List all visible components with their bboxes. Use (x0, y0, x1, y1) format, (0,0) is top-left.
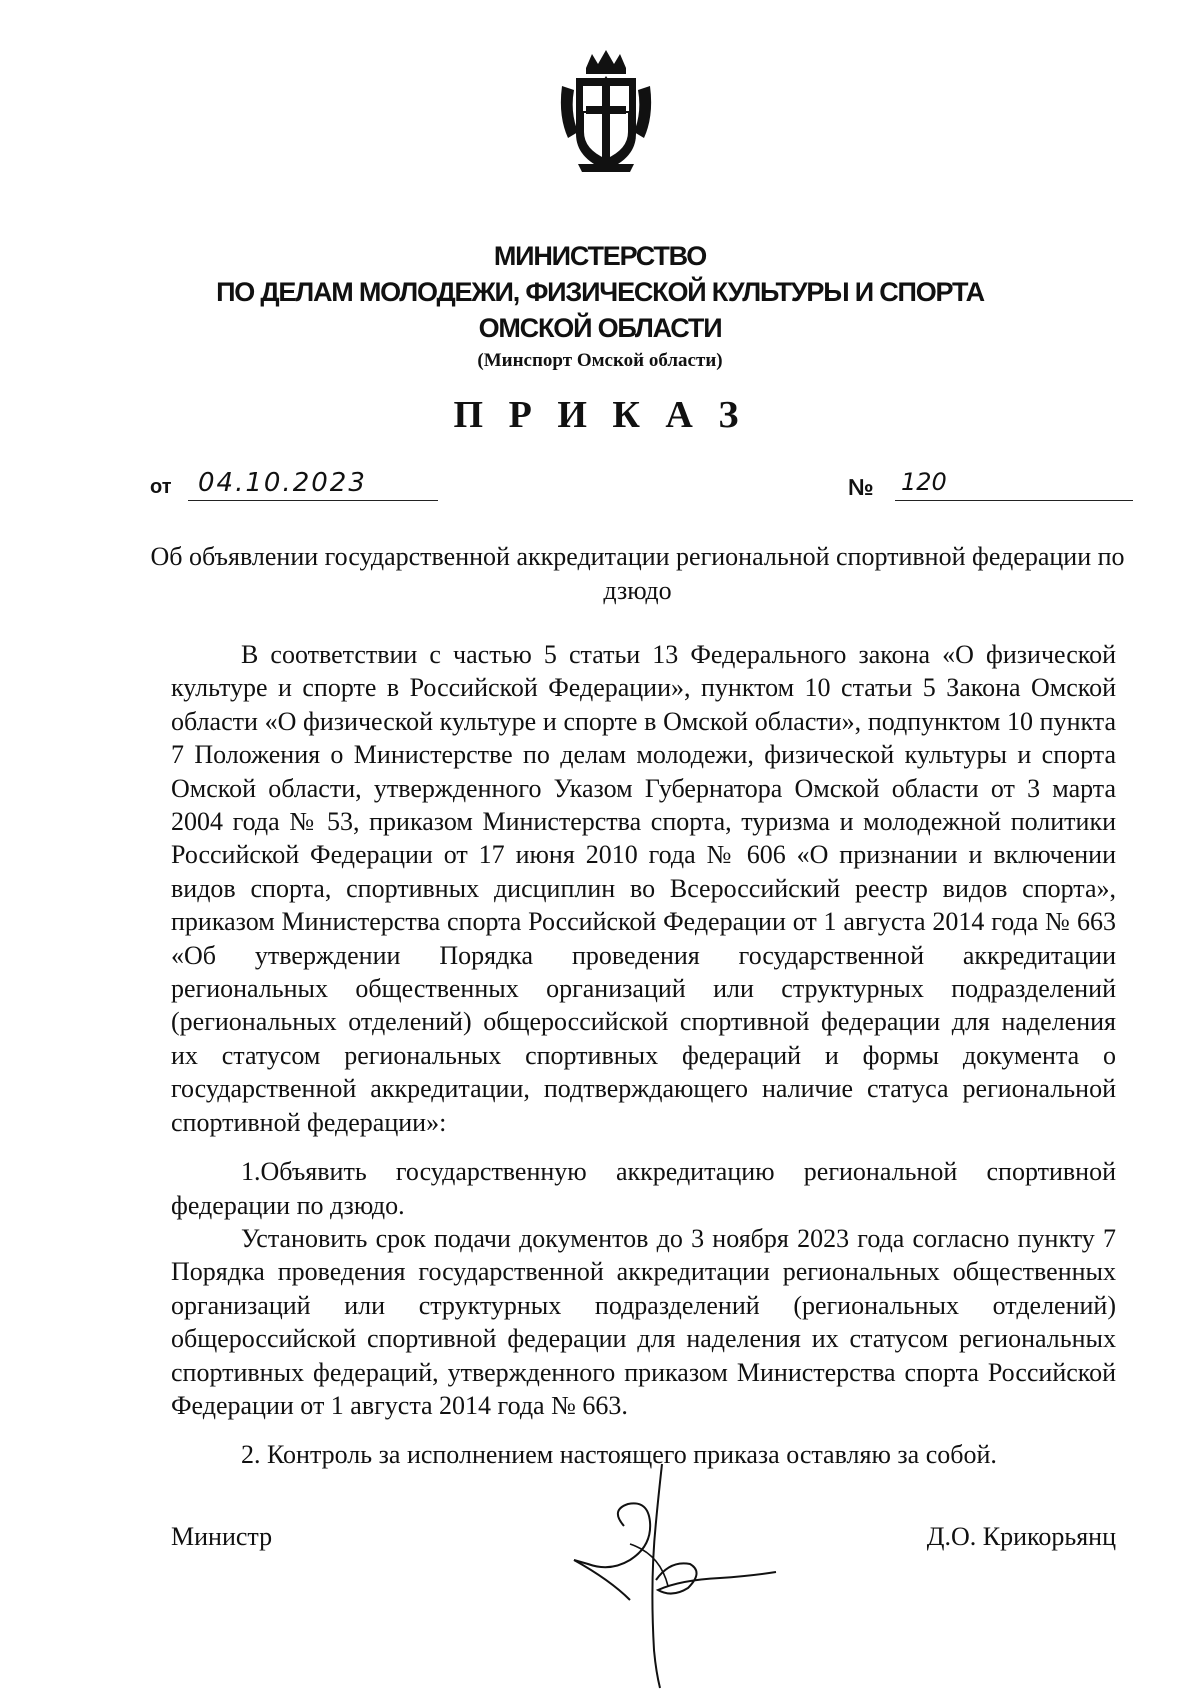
org-name-line-3: ОМСКОЙ ОБЛАСТИ (478, 313, 722, 343)
number-value: 120 (895, 468, 1133, 501)
document-subject: Об объявлении государственной аккредитации региональной спортивной федерации по дзюдо (150, 542, 1125, 605)
signatory-name: Д.О. Крикорьянц (926, 1522, 1116, 1551)
document-type-title: П Р И К А З (453, 394, 747, 436)
document-meta-row (150, 468, 1125, 508)
paragraph-item-1: 1.Объявить государственную аккредитацию региональной спортивной федерации по дзюдо. (171, 1157, 1116, 1220)
org-name-line-1: МИНИСТЕРСТВО (493, 241, 707, 271)
document-body (171, 638, 1116, 1472)
org-abbreviation: (Минспорт Омской области) (477, 350, 723, 371)
signatory-position: Министр (171, 1522, 273, 1551)
paragraph-deadline: Установить срок подачи документов до 3 ноября 2023 года согласно пункту 7 Порядка проведения государственной аккредитации региональных общественных организаций или структурных подразделений (региональных отделений) общероссийской спортивной федерации для наделения их статусом региональных спортивных федераций, утвержденного приказом Министерства спорта Российской Федерации от 1 августа 2014 года № 663. (171, 1223, 1116, 1420)
date-label: от (150, 476, 172, 498)
signature-row (171, 1522, 1116, 1692)
coat-of-arms-icon (556, 46, 656, 176)
paragraph-preamble: В соответствии с частью 5 статьи 13 Федерального закона «О физической культуре и спорте в Российской Федерации», пунктом 10 статьи 5 Закона Омской области «О физической культуре и спорте в Омской области», подпунктом 10 пункта 7 Положения о Министерстве по делам молодежи, физической культуры и спорта Омской области, утвержденного Указом Губернатора Омской области от 3 марта 2004 года № 53, приказом Министерства спорта, туризма и молодежной политики Российской Федерации от 17 июня 2010 года № 606 «О признании и включении видов спорта, спортивных дисциплин во Всероссийский реестр видов спорта», приказом Министерства спорта Российской Федерации от 1 августа 2014 года № 663 «Об утверждении Порядка проведения государственной аккредитации региональных общественных организаций или структурных подразделений (региональных отделений) общероссийской спортивной федерации для наделения их статусом региональных спортивных федераций и формы документа о государственной аккредитации, подтверждающего наличие статуса региональной спортивной федерации»: (171, 640, 1116, 1137)
date-value: 04.10.2023 (188, 468, 438, 501)
organization-header (0, 238, 1200, 374)
paragraph-item-2: 2. Контроль за исполнением настоящего приказа оставляю за собой. (241, 1440, 997, 1470)
number-label: № (848, 474, 874, 500)
org-name-line-2: ПО ДЕЛАМ МОЛОДЕЖИ, ФИЗИЧЕСКОЙ КУЛЬТУРЫ И СПОРТА (216, 277, 984, 307)
